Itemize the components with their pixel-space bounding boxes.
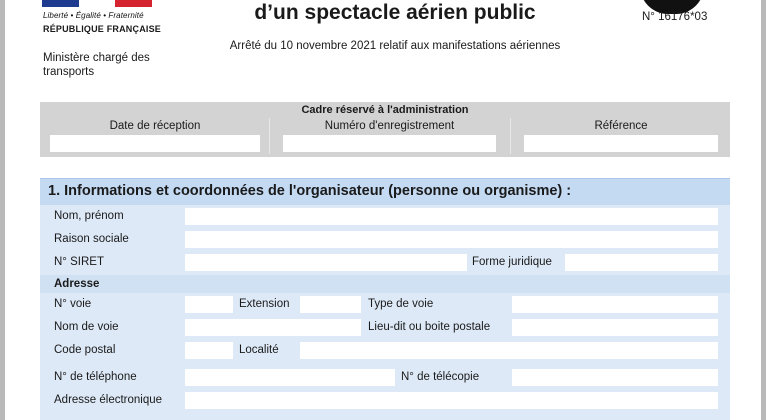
label-type-voie: Type de voie [368, 298, 434, 310]
admin-date-reception-field[interactable] [50, 135, 260, 152]
lieu-dit-field[interactable] [512, 319, 718, 336]
label-forme-juridique: Forme juridique [472, 256, 552, 268]
nom-prenom-field[interactable] [185, 208, 718, 225]
admin-label-numero-enregistrement: Numéro d'enregistrement [324, 120, 455, 132]
extension-field[interactable] [300, 296, 361, 313]
label-adresse: Adresse [54, 278, 100, 290]
page-border-left [0, 0, 5, 420]
marianne-logo-flag [42, 0, 152, 7]
label-nom-prenom: Nom, prénom [54, 210, 124, 222]
page-border-right [761, 0, 766, 420]
label-no-voie: N° voie [54, 298, 92, 310]
document-title: d’un spectacle aérien public [254, 1, 536, 24]
section-1-header [40, 178, 730, 205]
label-siret: N° SIRET [54, 256, 104, 268]
siret-field[interactable] [185, 254, 467, 271]
type-voie-field[interactable] [512, 296, 718, 313]
email-field[interactable] [185, 392, 718, 409]
ministry-name: Ministère chargé des transports [43, 52, 150, 78]
telephone-field[interactable] [185, 369, 395, 386]
localite-field[interactable] [300, 342, 718, 359]
label-localite: Localité [239, 344, 279, 356]
admin-label-date-reception: Date de réception [109, 120, 201, 132]
forme-juridique-field[interactable] [565, 254, 718, 271]
telecopie-field[interactable] [512, 369, 718, 386]
section-1-title: 1. Informations et coordonnées de l'organisateur (personne ou organisme) : [48, 183, 572, 199]
label-raison-sociale: Raison sociale [54, 233, 129, 245]
code-postal-field[interactable] [185, 342, 233, 359]
label-email: Adresse électronique [54, 394, 163, 406]
label-nom-voie: Nom de voie [54, 321, 119, 333]
label-lieu-dit: Lieu-dit ou boite postale [368, 321, 491, 333]
raison-sociale-field[interactable] [185, 231, 718, 248]
admin-frame-title: Cadre réservé à l'administration [301, 104, 469, 116]
label-code-postal: Code postal [54, 344, 116, 356]
cerfa-number: N° 16176*03 [642, 11, 708, 23]
label-telecopie: N° de télécopie [401, 371, 480, 383]
label-telephone: N° de téléphone [54, 371, 137, 383]
no-voie-field[interactable] [185, 296, 233, 313]
admin-numero-enregistrement-field[interactable] [283, 135, 496, 152]
admin-reference-field[interactable] [524, 135, 718, 152]
admin-label-reference: Référence [594, 120, 648, 132]
admin-frame [40, 102, 730, 157]
document-subtitle: Arrêté du 10 novembre 2021 relatif aux manifestations aériennes [229, 40, 561, 52]
republic-name: RÉPUBLIQUE FRANÇAISE [43, 24, 162, 34]
label-extension: Extension [239, 298, 290, 310]
adresse-band [40, 275, 730, 293]
republic-motto: Liberté • Égalité • Fraternité [43, 11, 144, 20]
nom-voie-field[interactable] [185, 319, 361, 336]
